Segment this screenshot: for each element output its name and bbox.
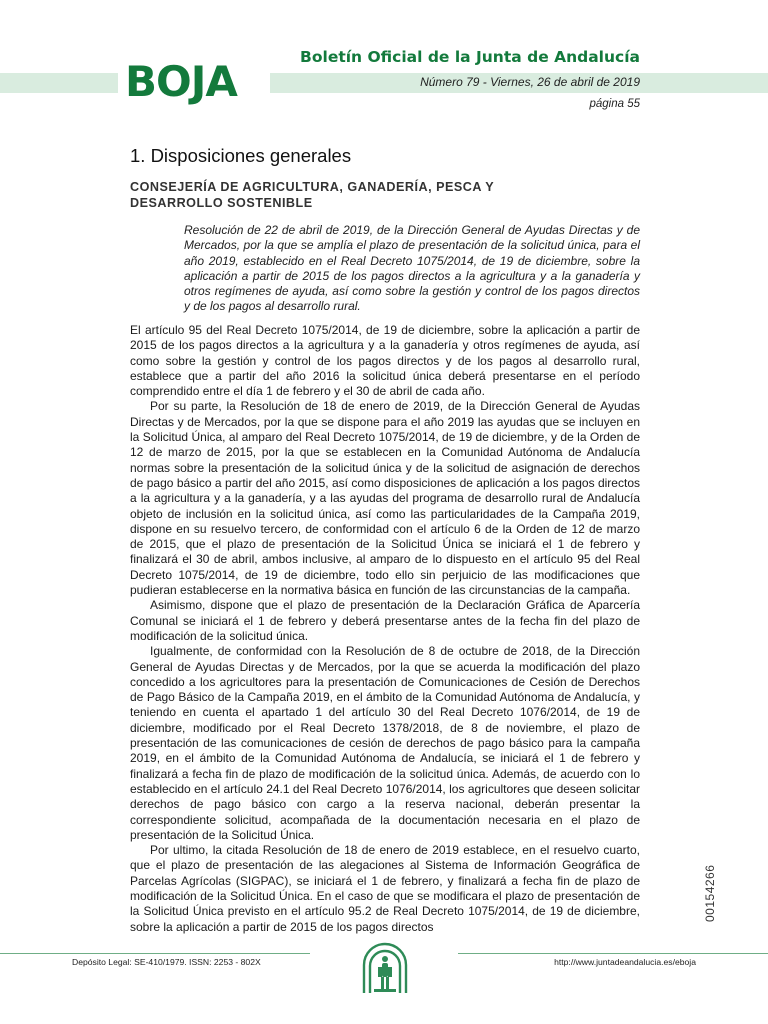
body-text: [130, 323, 640, 935]
footer-divider-left: [0, 953, 310, 954]
bulletin-title: Boletín Oficial de la Junta de Andalucía: [300, 48, 640, 66]
header-band-left: [0, 73, 118, 93]
body-paragraph: Por su parte, la Resolución de 18 de enero de 2019, de la Dirección General de Ayudas Directas y de Mercados, por la que se dispone para el año 2019 las ayudas que se incluyen en la Solicitud Única, al amparo del Real Decreto 1075/2014, de 19 de diciembre, y de la Orden de 12 de marzo de 2015, por la que se establecen en la Comunidad Autónoma de Andalucía normas sobre la presentación de la solicitud única y de la solicitud de asignación de derechos de pago básico a partir del año 2015, así como disposiciones de aplicación a los pagos directos a la agricultura y a la ganadería, y a las ayudas del programa de desarrollo rural de Andalucía objeto de inclusión en la solicitud única, así como las particularidades de la Campaña 2019, dispone en su resuelvo tercero, de conformidad con el artículo 6 de la Orden de 12 de marzo de 2015, que el plazo de presentación de la Solicitud Única se iniciará el 1 de febrero y finalizará el 30 de abril, ambos inclusive, al amparo de lo dispuesto en el artículo 95 del Real Decreto 1075/2014, de 19 de diciembre, todo ello sin perjuicio de las modificaciones que pudieran establecerse en la normativa básica en función de las circunstancias de la campaña.: [130, 399, 640, 598]
body-paragraph: El artículo 95 del Real Decreto 1075/2014, de 19 de diciembre, sobre la aplicación a partir de 2015 de los pagos directos a la agricultura y a la ganadería y otros regímenes de ayuda, así como sobre la gestión y control de los pagos directos y de los pagos al desarrollo rural, establece que a partir del año 2016 la solicitud única deberá presentarse en el período comprendido entre el día 1 de febrero y el 30 de abril de cada año.: [130, 323, 640, 399]
resolution-summary: Resolución de 22 de abril de 2019, de la Dirección General de Ayudas Directas y de Mercados, por la que se amplía el plazo de presentación de la solicitud única, para el año 2019, establecido en el Real Decreto 1075/2014, de 19 de diciembre, sobre la aplicación a partir de 2015 de los pagos directos a la agricultura y a la ganadería y otros regímenes de ayuda, así como sobre la gestión y control de los pagos directos y de los pagos al desarrollo rural.: [184, 223, 640, 314]
page-number: página 55: [589, 98, 640, 110]
body-paragraph: Por ultimo, la citada Resolución de 18 de enero de 2019 establece, en el resuelvo cuarto, que el plazo de presentación de las alegaciones al Sistema de Información Geográfica de Parcelas Agrícolas (SIGPAC), se iniciará el 1 de febrero, y finalizará a fecha fin de plazo de modificación de la Solicitud Única. En el caso de que se modificara el plazo de presentación de la Solicitud Única previsto en el artículo 95.2 de Real Decreto 1075/2014, de 19 de diciembre, sobre la aplicación a partir de 2015 de los pagos directos: [130, 843, 640, 934]
section-title: 1. Disposiciones generales: [130, 145, 352, 166]
footer-divider-right: [458, 953, 768, 954]
ministry-heading: CONSEJERÍA DE AGRICULTURA, GANADERÍA, PESCA Y DESARROLLO SOSTENIBLE: [130, 180, 494, 210]
eboja-link[interactable]: http://www.juntadeandalucia.es/eboja: [554, 957, 696, 967]
body-paragraph: Igualmente, de conformidad con la Resolución de 8 de octubre de 2018, de la Dirección General de Ayudas Directas y de Mercados, por la que se acuerda la modificación del plazo concedido a los agricultores para la presentación de Comunicaciones de Cesión de Derechos de Pago Básico de la Campaña 2019, en el ámbito de la Comunidad Autónoma de Andalucía, y teniendo en cuenta el apartado 1 del artículo 30 del Real Decreto 1076/2014, de 19 de diciembre, modificado por el Real Decreto 1378/2018, de 8 de noviembre, el plazo de presentación de las comunicaciones de cesión de derechos de pago básico para la campaña 2019, en el ámbito de la Comunidad Autónoma de Andalucía, se iniciará el 1 de febrero y finalizará a fecha fin de plazo de modificación de la solicitud única. Además, de acuerdo con lo establecido en el artículo 24.1 del Real Decreto 1076/2014, los agricultores que deseen solicitar derechos de pago básico con cargo a la reserva nacional, deberán presentar la correspondiente solicitud, acompañada de la documentación necesaria en el plazo de presentación de la Solicitud Única.: [130, 644, 640, 842]
body-paragraph: Asimismo, dispone que el plazo de presentación de la Declaración Gráfica de Aparcería Comunal se iniciará el 1 de febrero y deberá presentarse antes de la fecha fin del plazo de modificación de la solicitud única.: [130, 598, 640, 643]
junta-de-andalucia-emblem-icon: [354, 937, 416, 999]
boja-logo: BOJA: [125, 57, 237, 106]
legal-deposit: Depósito Legal: SE-410/1979. ISSN: 2253 - 802X: [72, 957, 261, 967]
document-code: 00154266: [703, 864, 717, 922]
issue-info: Número 79 - Viernes, 26 de abril de 2019: [420, 75, 640, 89]
